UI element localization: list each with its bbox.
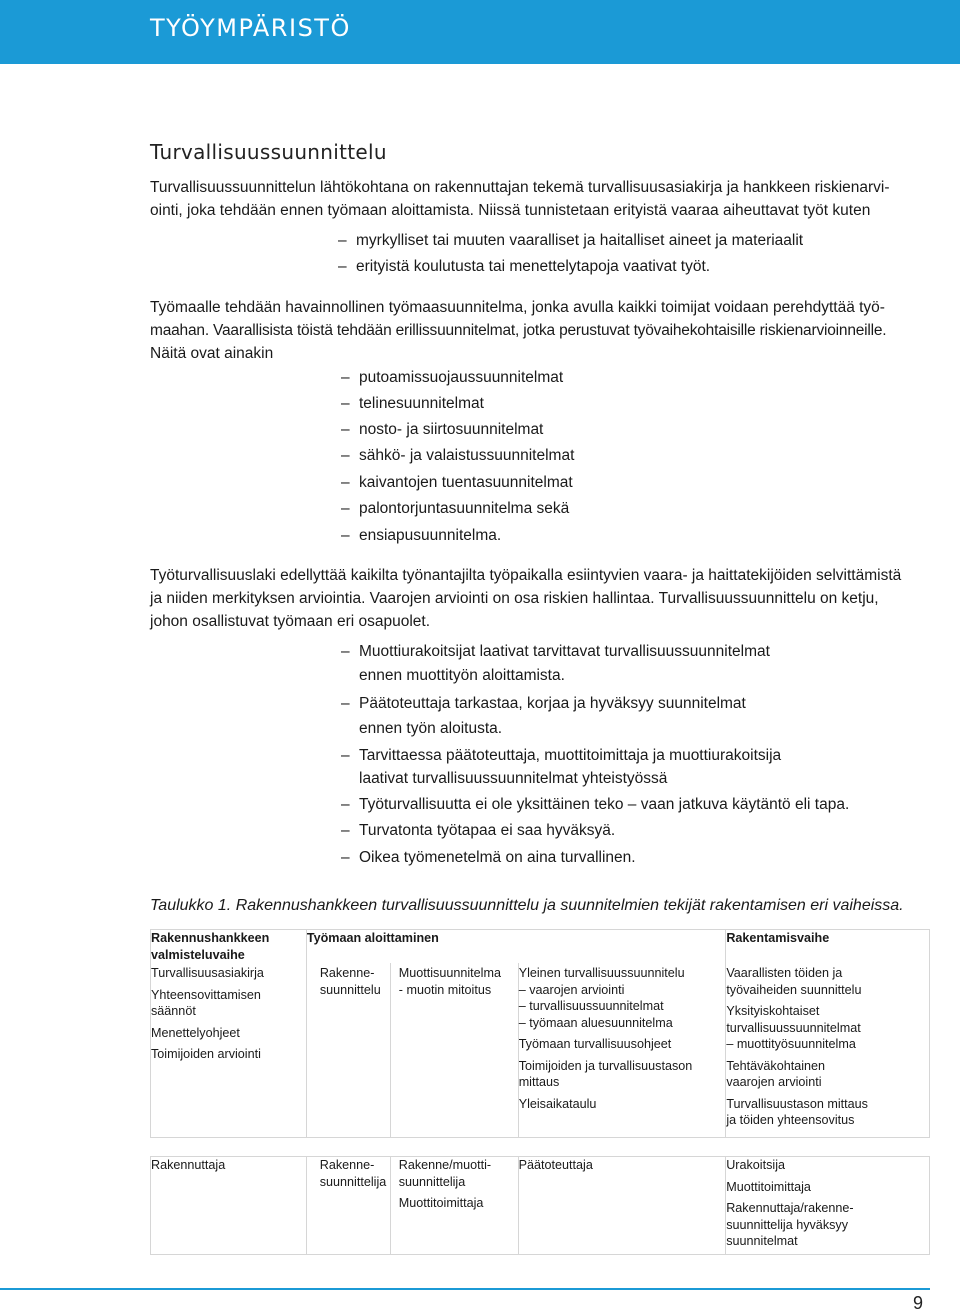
list-dash: – xyxy=(341,447,350,464)
para3-line-2: ja niiden merkityksen arviointia. Vaarojen arviointi on osa riskien hallintaa. Turvallisuussuunnittelu on ketju, xyxy=(150,590,879,607)
planning-table xyxy=(150,929,930,1138)
cell-text: Rakenne- xyxy=(319,1158,375,1172)
table-row xyxy=(151,963,930,1137)
list-item: putoamissuojaussuunnitelmat xyxy=(359,369,564,386)
header-text: Rakennushankkeen xyxy=(151,931,270,945)
header-cell-site-start xyxy=(306,930,726,964)
para2-line-1: Työmaalle tehdään havainnollinen työmaasuunnitelma, jonka avulla kaikki toimijat voidaan perehdyttää työ- xyxy=(150,299,885,316)
list-dash: – xyxy=(341,395,350,412)
table-cell xyxy=(726,1157,930,1255)
page-header-bar xyxy=(0,0,960,64)
list-item: Oikea työmenetelmä on aina turvallinen. xyxy=(359,849,636,866)
para2-line-2: maahan. Vaarallisista töistä tehdään erillissuunnitelmat, jotka perustuvat työvaihekohtaisille riskienarvioinneille. xyxy=(150,322,887,339)
cell-text: – työmaan aluesuunnitelma xyxy=(518,1015,673,1030)
list-item: telinesuunnitelmat xyxy=(359,395,484,412)
cell-text: vaarojen arviointi xyxy=(726,1075,822,1089)
list-dash: – xyxy=(341,849,350,866)
cell-text: Turvallisuusasiakirja xyxy=(151,966,264,980)
cell-text: Toimijoiden ja turvallisuustason xyxy=(518,1058,693,1073)
cell-text: Toimijoiden arviointi xyxy=(151,1047,261,1061)
header-text: valmisteluvaihe xyxy=(151,947,245,962)
cell-text: Urakoitsija xyxy=(726,1158,785,1172)
list-item: erityistä koulutusta tai menettelytapoja vaativat työt. xyxy=(356,258,711,275)
responsibility-table xyxy=(150,1156,930,1255)
cell-text: työvaiheiden suunnittelu xyxy=(726,982,862,997)
list-dash: – xyxy=(341,747,350,764)
list-item-continuation: ennen työn aloitusta. xyxy=(359,720,503,737)
list-dash: – xyxy=(338,232,347,249)
cell-text: Vaarallisten töiden ja xyxy=(726,966,843,980)
cell-text: mittaus xyxy=(518,1075,560,1089)
list-item: Muottiurakoitsijat laativat tarvittavat turvallisuussuunnitelmat xyxy=(359,643,770,660)
cell-text: – vaarojen arviointi xyxy=(518,982,625,997)
para3-line-1: Työturvallisuuslaki edellyttää kaikilta työnantajilta työpaikalla esiintyvien vaara- ja haittatekijöiden selvittämistä xyxy=(150,567,902,584)
cell-text: ja töiden yhteensovitus xyxy=(726,1113,855,1127)
table-cell xyxy=(390,1157,518,1255)
cell-text: turvallisuussuunnitelmat xyxy=(726,1020,861,1035)
cell-text: – muottityösuunnitelma xyxy=(726,1037,856,1051)
cell-text: Yleisaikataulu xyxy=(518,1096,597,1111)
list-dash: – xyxy=(341,643,350,660)
list-item-continuation: laativat turvallisuussuunnitelmat yhteistyössä xyxy=(359,770,668,787)
header-title: TYÖYMPÄRISTÖ xyxy=(150,14,351,42)
cell-text: Menettelyohjeet xyxy=(151,1025,240,1040)
cell-text: - muotin mitoitus xyxy=(398,982,492,997)
list-dash: – xyxy=(341,421,350,438)
intro-line-1: Turvallisuussuunnittelun lähtökohtana on rakennuttajan tekemä turvallisuusasiakirja ja hankkeen riskienarvi- xyxy=(150,179,890,196)
table-row xyxy=(151,1157,930,1255)
list-dash: – xyxy=(341,500,350,517)
list-dash: – xyxy=(341,474,350,491)
list-dash: – xyxy=(341,695,350,712)
cell-text: Työmaan turvallisuusohjeet xyxy=(518,1037,672,1051)
cell-text: Turvallisuustason mittaus xyxy=(726,1096,868,1111)
table-cell xyxy=(518,963,726,1137)
header-cell-preparation xyxy=(151,930,307,964)
para2-line-3: Näitä ovat ainakin xyxy=(150,345,274,362)
header-text: Rakentamisvaihe xyxy=(726,931,830,945)
cell-text: Tehtäväkohtainen xyxy=(726,1058,826,1073)
cell-text: suunnittelu xyxy=(319,982,381,997)
cell-text: Rakennuttaja/rakenne- xyxy=(726,1201,854,1215)
cell-text: suunnittelija xyxy=(398,1174,466,1189)
section-title: Turvallisuussuunnittelu xyxy=(150,140,387,164)
cell-text: Rakenne- xyxy=(319,966,375,980)
intro-line-2: ointi, joka tehdään ennen työmaan aloittamista. Niissä tunnistetaan erityistä vaaraa aiheuttavat työt kuten xyxy=(150,202,871,219)
para3-line-3: johon osallistuvat työmaan eri osapuolet. xyxy=(150,613,431,630)
table-cell xyxy=(518,1157,726,1255)
cell-text: – turvallisuussuunnitelmat xyxy=(518,999,664,1013)
intro-paragraph xyxy=(150,176,932,222)
cell-text: Yleinen turvallisuussuunnitelu xyxy=(518,966,685,980)
footer-rule xyxy=(0,1288,930,1290)
list-dash: – xyxy=(341,369,350,386)
list-item: Päätoteuttaja tarkastaa, korjaa ja hyväksyy suunnitelmat xyxy=(359,695,746,712)
cell-text: Yhteensovittamisen xyxy=(151,987,261,1002)
table-cell xyxy=(306,1157,390,1255)
table-cell xyxy=(306,963,390,1137)
list-item: sähkö- ja valaistussuunnitelmat xyxy=(359,447,575,464)
table-cell xyxy=(151,1157,307,1255)
header-text: Työmaan aloittaminen xyxy=(306,931,439,945)
header-cell-construction xyxy=(726,930,930,964)
paragraph-2 xyxy=(150,296,932,365)
cell-text: Rakenne/muotti- xyxy=(398,1158,492,1172)
table-caption: Taulukko 1. Rakennushankkeen turvallisuussuunnittelu ja suunnitelmien tekijät rakentamisen eri vaiheissa. xyxy=(150,897,904,914)
list-item: Tarvittaessa päätoteuttaja, muottitoimittaja ja muottiurakoitsija xyxy=(359,747,782,764)
page-number: 9 xyxy=(913,1293,924,1313)
list-dash: – xyxy=(341,796,350,813)
table-cell xyxy=(390,963,518,1137)
table-cell xyxy=(726,963,930,1137)
cell-text: suunnittelija xyxy=(319,1174,387,1189)
list-item-continuation: ennen muottityön aloittamista. xyxy=(359,667,565,684)
table-header-row xyxy=(151,930,930,964)
list-item: nosto- ja siirtosuunnitelmat xyxy=(359,421,544,438)
cell-text: säännöt xyxy=(151,1004,196,1018)
list-item: ensiapusuunnitelma. xyxy=(359,527,502,544)
cell-text: suunnittelija hyväksyy xyxy=(726,1217,849,1232)
list-dash: – xyxy=(338,258,347,275)
list-item: Työturvallisuutta ei ole yksittäinen teko – vaan jatkuva käytäntö eli tapa. xyxy=(359,796,850,813)
cell-text: Muottitoimittaja xyxy=(726,1179,811,1194)
cell-text: Rakennuttaja xyxy=(151,1158,226,1172)
cell-text: Muottisuunnitelma xyxy=(398,966,501,980)
paragraph-3 xyxy=(150,564,932,633)
list-item: palontorjuntasuunnitelma sekä xyxy=(359,500,570,517)
cell-text: suunnitelmat xyxy=(726,1234,798,1248)
list-item: Turvatonta työtapaa ei saa hyväksyä. xyxy=(359,822,616,839)
cell-text: Päätoteuttaja xyxy=(518,1158,593,1172)
cell-text: Muottitoimittaja xyxy=(398,1196,484,1210)
cell-text: Yksityiskohtaiset xyxy=(726,1004,820,1018)
list-item: kaivantojen tuentasuunnitelmat xyxy=(359,474,573,491)
list-item: myrkylliset tai muuten vaaralliset ja haitalliset aineet ja materiaalit xyxy=(356,232,804,249)
list-dash: – xyxy=(341,527,350,544)
list-dash: – xyxy=(341,822,350,839)
table-cell xyxy=(151,963,307,1137)
